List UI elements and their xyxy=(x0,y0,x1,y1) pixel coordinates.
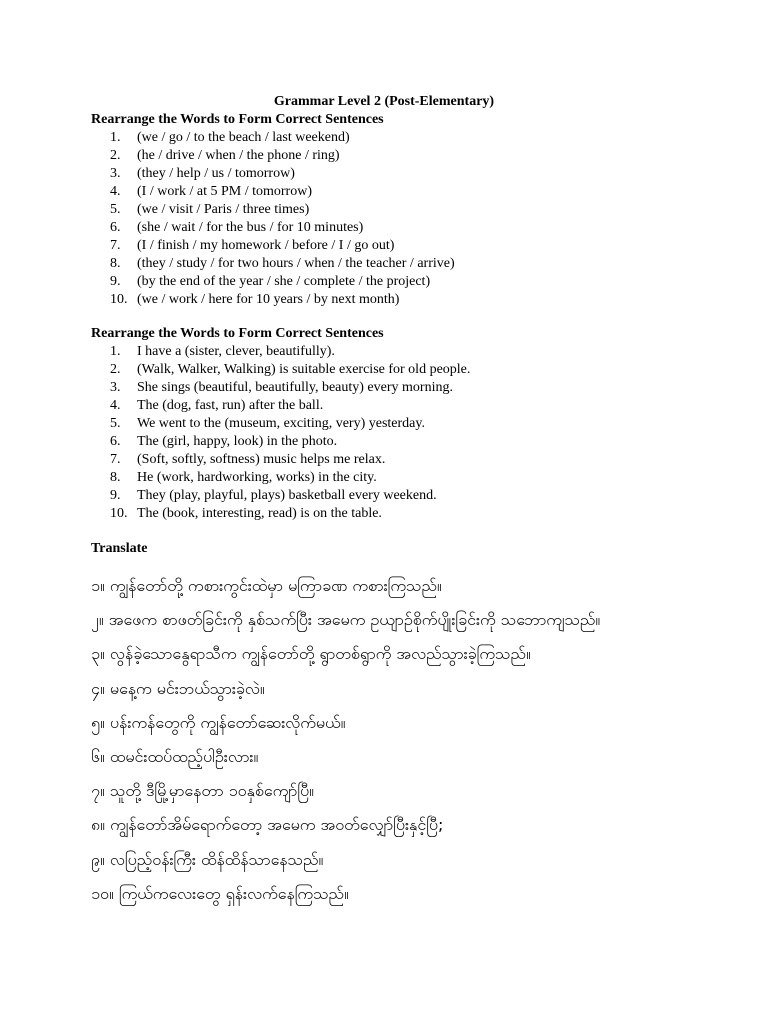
item-number: 5. xyxy=(110,416,121,431)
item-number: 1. xyxy=(110,344,121,359)
item-text: (they / help / us / tomorrow) xyxy=(137,166,295,181)
item-text: The (book, interesting, read) is on the table. xyxy=(137,506,382,521)
item-text: He (work, hardworking, works) in the city. xyxy=(137,470,377,485)
translate-list xyxy=(91,575,600,917)
translate-item: ၈။ ကျွန်တော်အိမ်ရောက်တော့ အမေက အဝတ်လျှော်ပြီးနှင့်ပြီ; xyxy=(91,815,444,835)
item-number: 10. xyxy=(110,506,128,521)
item-text: (we / visit / Paris / three times) xyxy=(137,202,310,217)
item-number: 7. xyxy=(110,452,121,467)
item-number: 9. xyxy=(110,274,121,289)
translate-item: ၂။ အဖေက စာဖတ်ခြင်းကို နှစ်သက်ပြီး အမေက ဥယျာဉ်စိုက်ပျိုးခြင်းကို သဘောကျသည်။ xyxy=(91,610,601,630)
translate-item: ၆။ ထမင်းထပ်ထည့်ပါဦးလား။ xyxy=(91,746,259,766)
item-number: 2. xyxy=(110,362,121,377)
translate-heading: Translate xyxy=(91,541,148,556)
item-text: (Walk, Walker, Walking) is suitable exercise for old people. xyxy=(137,362,471,377)
item-text: (I / work / at 5 PM / tomorrow) xyxy=(137,184,312,199)
item-text: We went to the (museum, exciting, very) yesterday. xyxy=(137,416,425,431)
item-number: 9. xyxy=(110,488,121,503)
item-text: (Soft, softly, softness) music helps me relax. xyxy=(137,452,386,467)
item-text: The (girl, happy, look) in the photo. xyxy=(137,434,338,449)
item-text: (I / finish / my homework / before / I / go out) xyxy=(137,238,395,253)
item-text: They (play, playful, plays) basketball every weekend. xyxy=(137,488,437,503)
translate-item: ၁၀။ ကြယ်ကလေးတွေ ရှန်းလက်နေကြသည်။ xyxy=(91,883,349,903)
item-text: (they / study / for two hours / when / the teacher / arrive) xyxy=(137,256,455,271)
item-number: 4. xyxy=(110,184,121,199)
item-number: 7. xyxy=(110,238,121,253)
item-text: (by the end of the year / she / complete / the project) xyxy=(137,274,431,289)
item-number: 3. xyxy=(110,380,121,395)
item-number: 6. xyxy=(110,434,121,449)
item-number: 4. xyxy=(110,398,121,413)
item-number: 5. xyxy=(110,202,121,217)
item-text: The (dog, fast, run) after the ball. xyxy=(137,398,324,413)
item-number: 8. xyxy=(110,256,121,271)
translate-item: ၃။ လွန်ခဲ့သောနွေရာသီက ကျွန်တော်တို့ ရွာတစ်ရွာကို အလည်သွားခဲ့ကြသည်။ xyxy=(91,644,531,664)
item-number: 1. xyxy=(110,130,121,145)
item-text: She sings (beautiful, beautifully, beauty) every morning. xyxy=(137,380,453,395)
item-number: 3. xyxy=(110,166,121,181)
section-1-heading: Rearrange the Words to Form Correct Sentences xyxy=(91,112,384,127)
item-number: 2. xyxy=(110,148,121,163)
item-text: (we / work / here for 10 years / by next month) xyxy=(137,292,400,307)
section-2-heading: Rearrange the Words to Form Correct Sentences xyxy=(91,326,384,341)
document-title: Grammar Level 2 (Post-Elementary) xyxy=(273,94,495,109)
item-number: 8. xyxy=(110,470,121,485)
item-text: (she / wait / for the bus / for 10 minutes) xyxy=(137,220,364,235)
translate-item: ၉။ လပြည့်ဝန်းကြီး ထိန်ထိန်သာနေသည်။ xyxy=(91,849,324,869)
item-text: (he / drive / when / the phone / ring) xyxy=(137,148,340,163)
item-text: I have a (sister, clever, beautifully). xyxy=(137,344,335,359)
item-text: (we / go / to the beach / last weekend) xyxy=(137,130,350,145)
translate-item: ၄။ မနေ့က မင်းဘယ်သွားခဲ့လဲ။ xyxy=(91,678,265,698)
item-number: 10. xyxy=(110,292,128,307)
translate-item: ၇။ သူတို့ ဒီမြို့မှာနေတာ ၁၀နှစ်ကျော်ပြီ။ xyxy=(91,781,315,801)
item-number: 6. xyxy=(110,220,121,235)
translate-item: ၁။ ကျွန်တော်တို့ ကစားကွင်းထဲမှာ မကြာခဏ ကစားကြသည်။ xyxy=(91,576,442,595)
translate-item: ၅။ ပန်းကန်တွေကို ကျွန်တော်ဆေးလိုက်မယ်။ xyxy=(91,712,346,732)
